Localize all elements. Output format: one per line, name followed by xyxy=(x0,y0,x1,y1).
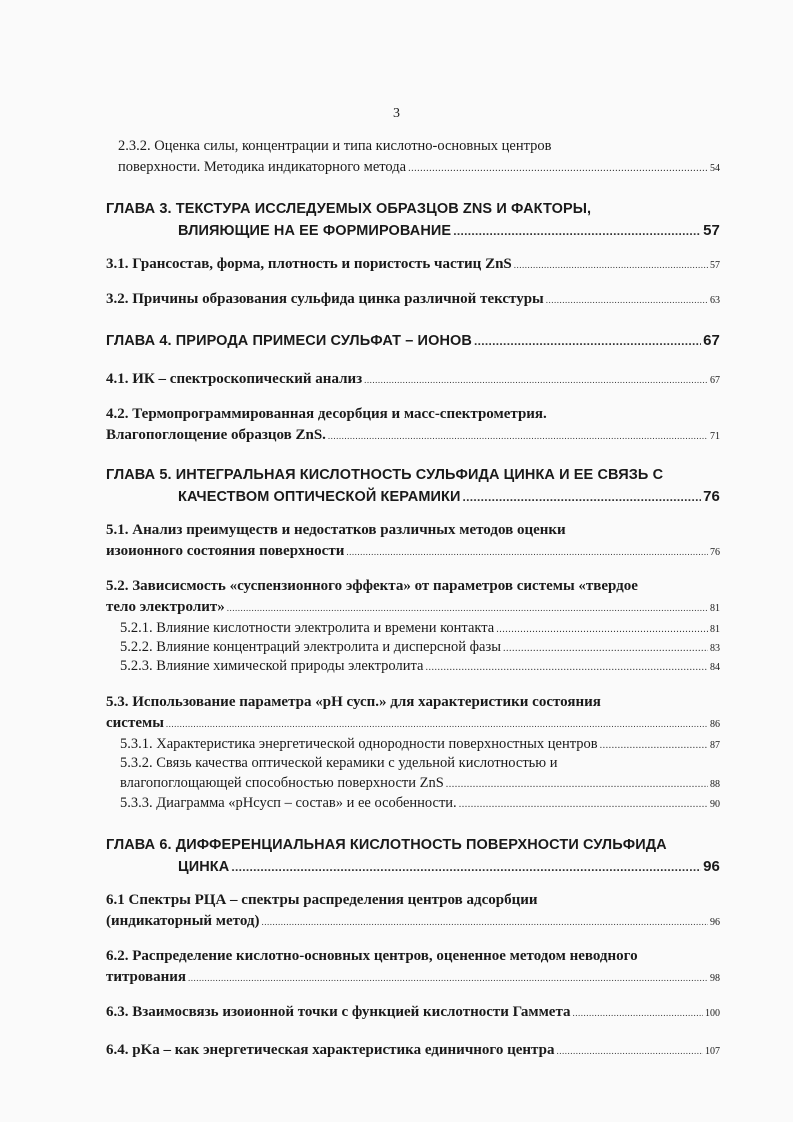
toc-entry-line: 5.1. Анализ преимуществ и недостатков различных методов оценки xyxy=(106,522,566,538)
toc-entry-5-1[interactable] xyxy=(106,520,720,563)
toc-entry-4-1[interactable] xyxy=(106,369,720,391)
leader-dots xyxy=(262,912,709,933)
toc-page-number: 96 xyxy=(710,917,720,928)
toc-page-number: 90 xyxy=(710,799,720,810)
toc-entry-5-3-2[interactable] xyxy=(120,753,720,795)
toc-entry-title: ГЛАВА 4. ПРИРОДА ПРИМЕСИ СУЛЬФАТ – ИОНОВ xyxy=(106,333,472,349)
toc-entry-title: изоионного состояния поверхности xyxy=(106,543,345,559)
toc-entry-line: 6.2. Распределение кислотно-основных центров, оцененное методом неводного xyxy=(106,948,638,964)
toc-entry-title: Влагопоглощение образцов ZnS. xyxy=(106,427,326,443)
toc-entry-title: тело электролит» xyxy=(106,599,225,615)
toc-entry-title: 5.3.3. Диаграмма «pHсусп – состав» и ее особенности. xyxy=(120,795,457,811)
toc-page-number: 96 xyxy=(703,858,720,875)
toc-page-number: 81 xyxy=(710,624,720,635)
leader-dots xyxy=(408,158,708,179)
toc-page-number: 63 xyxy=(710,295,720,306)
toc-entry-5-3-3[interactable] xyxy=(120,793,720,815)
toc-entry-line: ГЛАВА 6. ДИФФЕРЕНЦИАЛЬНАЯ КИСЛОТНОСТЬ ПОВЕРХНОСТИ СУЛЬФИДА xyxy=(106,837,667,853)
toc-page-number: 71 xyxy=(710,431,720,442)
leader-dots xyxy=(474,330,701,352)
toc-entry-6-3[interactable] xyxy=(106,1002,720,1024)
leader-dots xyxy=(364,370,708,391)
leader-dots xyxy=(328,426,708,447)
toc-page-number: 67 xyxy=(710,375,720,386)
leader-dots xyxy=(453,220,701,242)
toc-entry-line: 5.3.2. Связь качества оптической керамики с удельной кислотностью и xyxy=(120,755,558,771)
leader-dots xyxy=(573,1003,703,1024)
toc-entry-title: 3.2. Причины образования сульфида цинка различной текстуры xyxy=(106,291,544,307)
toc-entry-2-3-2[interactable] xyxy=(118,136,720,179)
toc-entry-title: 5.2.2. Влияние концентраций электролита и дисперсной фазы xyxy=(120,639,501,655)
toc-entry-title: 5.2.1. Влияние кислотности электролита и времени контакта xyxy=(120,620,495,636)
toc-entry-title: системы xyxy=(106,715,164,731)
toc-entry-5-2[interactable] xyxy=(106,576,720,619)
toc-page-number: 67 xyxy=(703,332,720,349)
leader-dots xyxy=(556,1041,703,1062)
leader-dots xyxy=(546,290,708,311)
toc-page-number: 81 xyxy=(710,603,720,614)
leader-dots xyxy=(227,598,708,619)
toc-page-number: 83 xyxy=(710,643,720,654)
toc-page-number: 88 xyxy=(710,779,720,790)
toc-entry-6-4[interactable] xyxy=(106,1040,720,1062)
toc-page-number: 57 xyxy=(710,260,720,271)
leader-dots xyxy=(425,658,708,678)
toc-entry-title: (индикаторный метод) xyxy=(106,913,260,929)
toc-entry-3-2[interactable] xyxy=(106,289,720,311)
toc-entry-title: КАЧЕСТВОМ ОПТИЧЕСКОЙ КЕРАМИКИ xyxy=(178,489,461,505)
leader-dots xyxy=(346,542,708,563)
leader-dots xyxy=(231,856,701,878)
toc-page-number: 98 xyxy=(710,973,720,984)
leader-dots xyxy=(166,714,708,735)
toc-page-number: 86 xyxy=(710,719,720,730)
toc-page-number: 57 xyxy=(703,222,720,239)
toc-entry-line: 5.2. Зависисмость «суспензионного эффекта» от параметров системы «твердое xyxy=(106,578,638,594)
toc-entry-6-1[interactable] xyxy=(106,890,720,933)
toc-entry-title: 5.3.1. Характеристика энергетической однородности поверхностных центров xyxy=(120,736,598,752)
toc-entry-5-3[interactable] xyxy=(106,692,720,735)
toc-entry-title: 5.2.3. Влияние химической природы электролита xyxy=(120,658,424,674)
page-number: 3 xyxy=(393,106,400,121)
leader-dots xyxy=(459,795,708,815)
toc-page-number: 84 xyxy=(710,662,720,673)
toc-page-number: 76 xyxy=(710,547,720,558)
toc-entry-title: ЦИНКА xyxy=(178,859,230,875)
toc-entry-3-1[interactable] xyxy=(106,254,720,276)
toc-entry-line: 4.2. Термопрограммированная десорбция и масс-спектрометрия. xyxy=(106,406,547,422)
toc-page-number: 76 xyxy=(703,488,720,505)
toc-entry-title: поверхности. Методика индикаторного метода xyxy=(118,159,407,175)
toc-entry-line: ГЛАВА 5. ИНТЕГРАЛЬНАЯ КИСЛОТНОСТЬ СУЛЬФИДА ЦИНКА И ЕЕ СВЯЗЬ С xyxy=(106,467,664,483)
toc-chapter-6[interactable] xyxy=(106,834,720,878)
toc-page-number: 54 xyxy=(710,163,720,174)
toc-entry-title: влагопоглощающей способностью поверхности ZnS xyxy=(120,775,444,791)
toc-entry-title: 6.3. Взаимосвязь изоионной точки с функцией кислотности Гаммета xyxy=(106,1004,571,1020)
toc-chapter-4[interactable] xyxy=(106,330,720,352)
toc-page-number: 100 xyxy=(705,1008,720,1019)
toc-page-number: 87 xyxy=(710,740,720,751)
leader-dots xyxy=(463,486,702,508)
toc-entry-title: ВЛИЯЮЩИЕ НА ЕЕ ФОРМИРОВАНИЕ xyxy=(178,223,452,239)
toc-entry-line: 2.3.2. Оценка силы, концентрации и типа кислотно-основных центров xyxy=(118,138,552,154)
toc-entry-title: титрования xyxy=(106,969,187,985)
toc-chapter-3[interactable] xyxy=(106,198,720,242)
toc-entry-4-2[interactable] xyxy=(106,404,720,447)
leader-dots xyxy=(514,255,708,276)
toc-entry-line: 6.1 Спектры РЦА – спектры распределения центров адсорбции xyxy=(106,892,538,908)
toc-entry-title: 3.1. Грансостав, форма, плотность и пористость частиц ZnS xyxy=(106,256,512,272)
toc-entry-line: 5.3. Использование параметра «pH сусп.» для характеристики состояния xyxy=(106,694,601,710)
toc-entry-line: ГЛАВА 3. ТЕКСТУРА ИССЛЕДУЕМЫХ ОБРАЗЦОВ ZNS И ФАКТОРЫ, xyxy=(106,201,592,217)
toc-page-number: 107 xyxy=(705,1046,720,1057)
leader-dots xyxy=(446,775,708,795)
toc-entry-6-2[interactable] xyxy=(106,946,720,989)
toc-entry-5-2-3[interactable] xyxy=(120,656,720,678)
toc-entry-title: 6.4. pKa – как энергетическая характеристика единичного центра xyxy=(106,1042,555,1058)
leader-dots xyxy=(188,968,708,989)
toc-entry-title: 4.1. ИК – спектроскопический анализ xyxy=(106,371,363,387)
toc-chapter-5[interactable] xyxy=(106,464,720,508)
